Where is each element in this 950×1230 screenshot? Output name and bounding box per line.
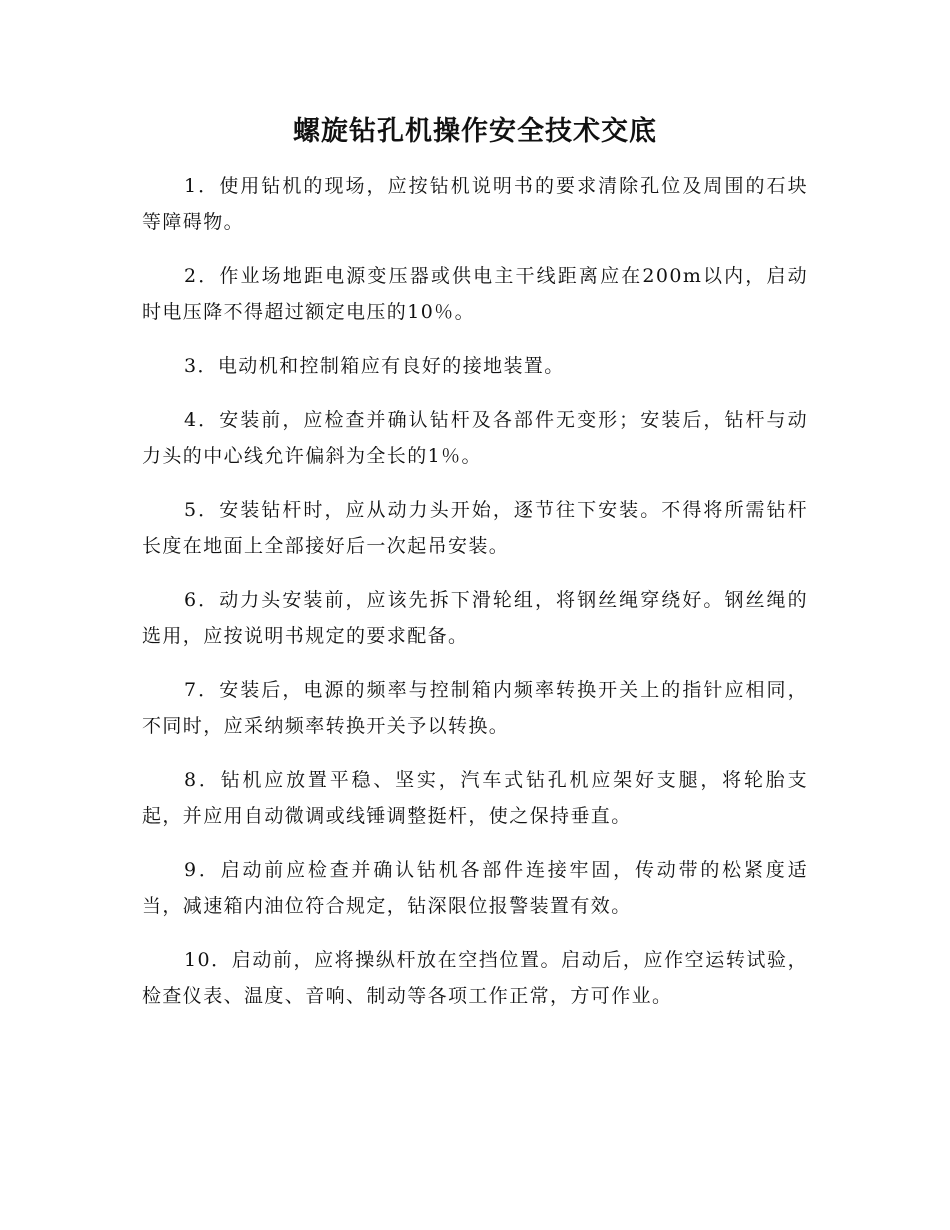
document-title: 螺旋钻孔机操作安全技术交底	[293, 116, 657, 147]
paragraph-10: 10．启动前，应将操纵杆放在空挡位置。启动后，应作空运转试验，检查仪表、温度、音响、制动等各项工作正常，方可作业。	[142, 949, 808, 1007]
paragraph-4: 4．安装前，应检查并确认钻杆及各部件无变形；安装后，钻杆与动力头的中心线允许偏斜为全长的1％。	[142, 409, 808, 467]
paragraph-3: 3．电动机和控制箱应有良好的接地装置。	[184, 355, 565, 377]
paragraph-7: 7．安装后，电源的频率与控制箱内频率转换开关上的指针应相同，不同时，应采纳频率转换开关予以转换。	[142, 679, 808, 737]
paragraph-2: 2．作业场地距电源变压器或供电主干线距离应在200m以内，启动时电压降不得超过额定电压的10％。	[142, 265, 808, 323]
paragraph-6: 6．动力头安装前，应该先拆下滑轮组，将钢丝绳穿绕好。钢丝绳的选用，应按说明书规定的要求配备。	[142, 589, 808, 647]
paragraph-1: 1．使用钻机的现场，应按钻机说明书的要求清除孔位及周围的石块等障碍物。	[142, 175, 808, 233]
document-body	[142, 168, 808, 1032]
paragraph-5: 5．安装钻杆时，应从动力头开始，逐节往下安装。不得将所需钻杆长度在地面上全部接好后一次起吊安装。	[142, 499, 808, 557]
paragraph-8: 8．钻机应放置平稳、坚实，汽车式钻孔机应架好支腿，将轮胎支起，并应用自动微调或线锤调整挺杆，使之保持垂直。	[142, 769, 808, 827]
paragraph-9: 9．启动前应检查并确认钻机各部件连接牢固，传动带的松紧度适当，减速箱内油位符合规定，钻深限位报警装置有效。	[142, 859, 808, 917]
